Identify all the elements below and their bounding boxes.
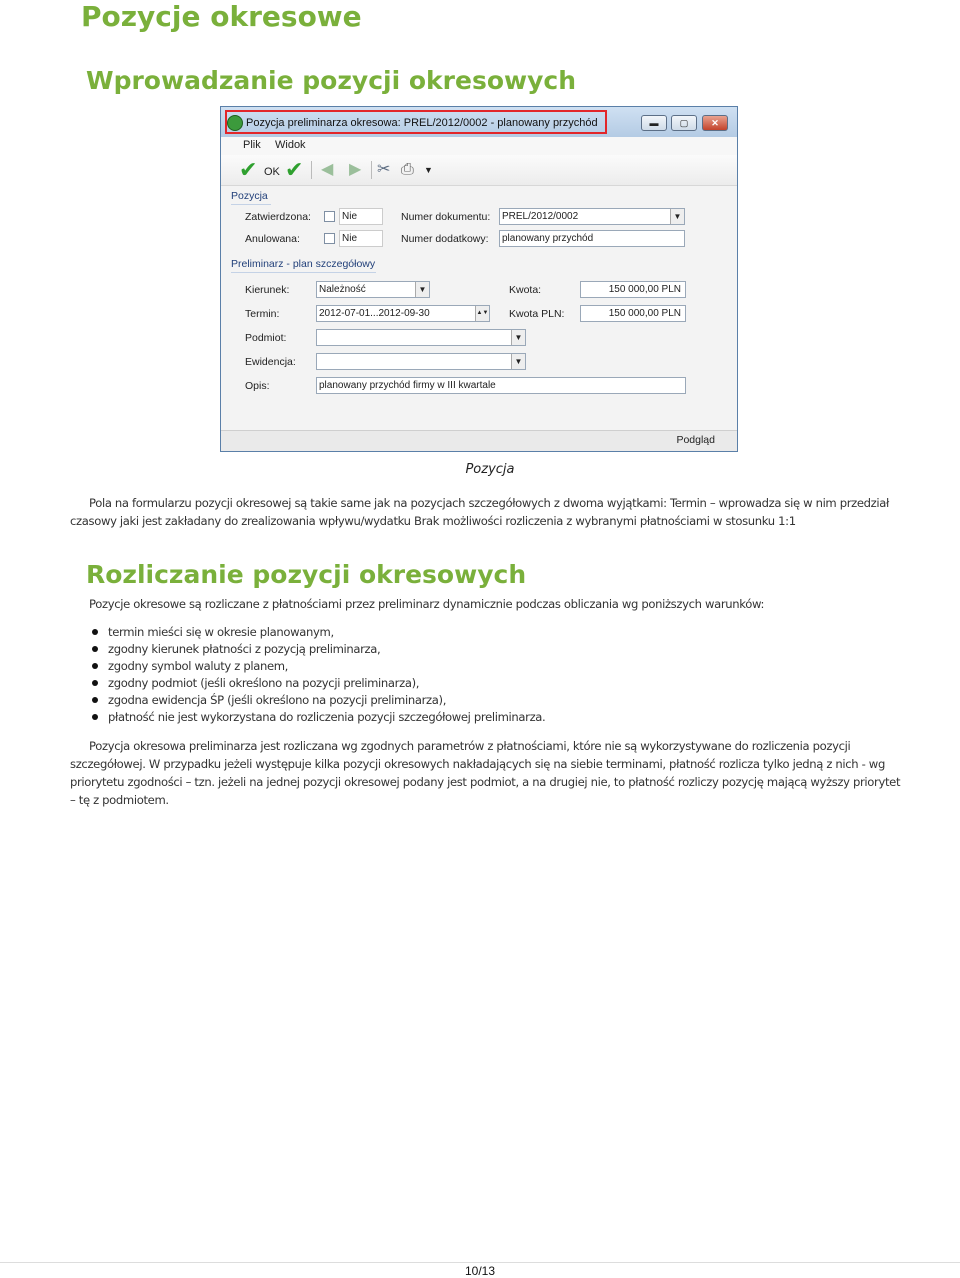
kwota-label: Kwota: bbox=[509, 284, 542, 296]
menu-bar bbox=[221, 137, 737, 155]
paragraph-line: czasowy jaki jest zakładany do zrealizowania wpływu/wydatku Brak możliwości rozliczenia z wybranymi płatnościami w stosunku 1:1 bbox=[70, 514, 796, 528]
paragraph-line: – tę z podmiotem. bbox=[70, 793, 169, 807]
status-bar bbox=[221, 430, 737, 451]
list-item: zgodny kierunek płatności z pozycją preliminarza, bbox=[88, 641, 888, 658]
numer-dodatkowy-field[interactable]: planowany przychód bbox=[499, 230, 685, 247]
ewidencja-field[interactable] bbox=[316, 353, 526, 370]
termin-value: 2012-07-01...2012-09-30 bbox=[319, 308, 430, 319]
anulowana-value: Nie bbox=[339, 230, 383, 247]
title-bar bbox=[221, 107, 737, 137]
dropdown-arrow-icon[interactable]: ▼ bbox=[424, 165, 433, 175]
figure-caption: Pozycja bbox=[465, 462, 515, 477]
podmiot-field[interactable] bbox=[316, 329, 526, 346]
section-heading-rozliczanie: Rozliczanie pozycji okresowych bbox=[86, 560, 527, 589]
termin-label: Termin: bbox=[245, 308, 280, 320]
list-item: płatność nie jest wykorzystana do rozliczenia pozycji szczegółowej preliminarza. bbox=[88, 709, 888, 726]
title-highlight-box bbox=[225, 110, 607, 134]
intro-paragraph: Pozycje okresowe są rozliczane z płatnościami przez preliminarz dynamicznie podczas obliczania wg poniższych warunków: bbox=[89, 597, 765, 611]
list-item: termin mieści się w okresie planowanym, bbox=[88, 624, 888, 641]
spinner-icon[interactable]: ▲▼ bbox=[475, 306, 489, 321]
forward-icon[interactable]: ▶ bbox=[349, 161, 362, 178]
section-heading-wprowadzanie: Wprowadzanie pozycji okresowych bbox=[86, 66, 577, 95]
toolbar-separator bbox=[311, 161, 312, 179]
page-title: Pozycje okresowe bbox=[81, 0, 362, 33]
podmiot-label: Podmiot: bbox=[245, 332, 287, 344]
paragraph-line: szczegółowej. W przypadku jeżeli występuje kilka pozycji okresowych nakładających się na siebie terminami, płatność rozlicza tylko jedną z nich - wg bbox=[70, 757, 885, 771]
section-pozycja: Pozycja bbox=[231, 190, 268, 202]
footer-divider bbox=[0, 1262, 960, 1263]
dropdown-arrow-icon[interactable]: ▼ bbox=[511, 330, 525, 345]
list-item: zgodna ewidencja ŚP (jeśli określono na pozycji preliminarza), bbox=[88, 692, 888, 709]
paragraph-line: Pola na formularzu pozycji okresowej są takie same jak na pozycjach szczegółowych z dwoma wyjątkami: Termin – wprowadza się w nim przedział bbox=[89, 496, 889, 510]
numer-dokumentu-value: PREL/2012/0002 bbox=[502, 211, 579, 222]
kwota-pln-field[interactable]: 150 000,00 PLN bbox=[580, 305, 686, 322]
list-item: zgodny podmiot (jeśli określono na pozycji preliminarza), bbox=[88, 675, 888, 692]
ok-button[interactable]: OK bbox=[264, 166, 280, 178]
numer-dokumentu-label: Numer dokumentu: bbox=[401, 211, 491, 223]
dropdown-arrow-icon[interactable]: ▼ bbox=[670, 209, 684, 224]
kierunek-field[interactable] bbox=[316, 281, 430, 298]
dropdown-arrow-icon[interactable]: ▼ bbox=[511, 354, 525, 369]
checkmark-icon[interactable]: ✔ bbox=[239, 157, 258, 182]
kierunek-value: Należność bbox=[319, 284, 366, 295]
numer-dodatkowy-label: Numer dodatkowy: bbox=[401, 233, 489, 245]
divider bbox=[231, 204, 271, 205]
divider bbox=[231, 272, 376, 273]
kierunek-label: Kierunek: bbox=[245, 284, 290, 296]
ewidencja-label: Ewidencja: bbox=[245, 356, 296, 368]
page-number: 10/13 bbox=[464, 1264, 496, 1278]
tools-icon[interactable]: ✂ bbox=[377, 161, 391, 178]
checkmark-icon[interactable]: ✔ bbox=[285, 157, 304, 182]
zatwierdzona-checkbox[interactable] bbox=[324, 211, 335, 222]
opis-label: Opis: bbox=[245, 380, 270, 392]
zatwierdzona-value: Nie bbox=[339, 208, 383, 225]
toolbar bbox=[221, 155, 737, 186]
conditions-list bbox=[88, 624, 888, 726]
kwota-pln-label: Kwota PLN: bbox=[509, 308, 565, 320]
back-icon[interactable]: ◀ bbox=[321, 161, 334, 178]
paragraph-line: Pozycja okresowa preliminarza jest rozliczana wg zgodnych parametrów z płatnościami, które nie są wykorzystywane do rozliczenia pozycji bbox=[89, 739, 851, 753]
paragraph-line: priorytetu zgodności – tzn. jeżeli na jednej pozycji okresowej podany jest podmiot, a na drugiej nie, to płatność rozliczy pozycję mającą wyższy priorytet bbox=[70, 775, 901, 789]
minimize-icon[interactable]: ▬ bbox=[641, 115, 667, 131]
anulowana-checkbox[interactable] bbox=[324, 233, 335, 244]
podglad-button[interactable]: Podgląd bbox=[676, 434, 715, 446]
print-icon[interactable]: ⎙ bbox=[401, 161, 414, 178]
menu-plik[interactable]: Plik bbox=[243, 139, 261, 151]
termin-field[interactable] bbox=[316, 305, 490, 322]
numer-dokumentu-field[interactable] bbox=[499, 208, 685, 225]
dialog-window bbox=[220, 106, 738, 452]
section-plan: Preliminarz - plan szczegółowy bbox=[231, 258, 376, 270]
toolbar-separator bbox=[371, 161, 372, 179]
kwota-field[interactable]: 150 000,00 PLN bbox=[580, 281, 686, 298]
window-title: Pozycja preliminarza okresowa: PREL/2012/0002 - planowany przychód bbox=[246, 117, 598, 129]
maximize-icon[interactable]: ▢ bbox=[671, 115, 697, 131]
list-item: zgodny symbol waluty z planem, bbox=[88, 658, 888, 675]
anulowana-label: Anulowana: bbox=[245, 233, 300, 245]
zatwierdzona-label: Zatwierdzona: bbox=[245, 211, 311, 223]
menu-widok[interactable]: Widok bbox=[275, 139, 306, 151]
dropdown-arrow-icon[interactable]: ▼ bbox=[415, 282, 429, 297]
close-icon[interactable]: ✕ bbox=[702, 115, 728, 131]
opis-field[interactable]: planowany przychód firmy w III kwartale bbox=[316, 377, 686, 394]
